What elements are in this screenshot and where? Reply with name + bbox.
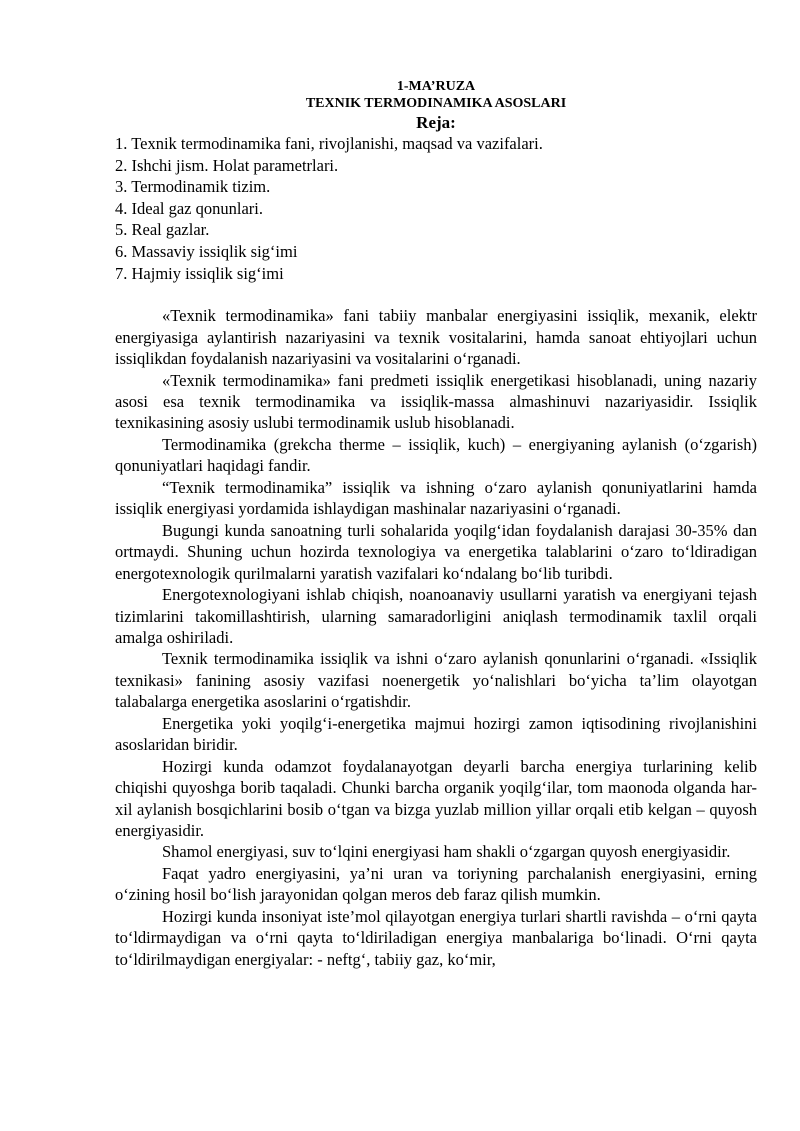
plan-item: 4. Ideal gaz qonunlari. — [115, 198, 263, 218]
paragraph: Hozirgi kunda odamzot foydalanayotgan deyarli barcha energiya turlarining kelib chiqishi quyoshga borib taqaladi. Chunki barcha organik yoqilg‘ilar, tom maonoda olganda har-xil aylanish bosqichlarini bosib o‘tgan va bizga yuzlab million yillar orqali etib kelgan – quyosh energiyasidir. — [115, 756, 757, 841]
paragraph: Faqat yadro energiyasini, ya’ni uran va toriyning parchalanish energiyasini, erning o‘zining hosil bo‘lish jarayonidan qolgan meros deb faraz qilish mumkin. — [115, 863, 757, 905]
paragraph: «Texnik termodinamika» fani tabiiy manbalar energiyasini issiqlik, mexanik, elektr energiyasiga aylantirish nazariyasini va texnik vositalarini, hamda sanoat ehtiyojlari uchun issiqlikdan foydalanish nazariyasini va vositalarini o‘rganadi. — [115, 306, 757, 369]
plan-item: 1. Texnik termodinamika fani, rivojlanishi, maqsad va vazifalari. — [115, 134, 543, 153]
plan-item: 7. Hajmiy issiqlik sig‘imi — [115, 263, 284, 283]
paragraph: «Texnik termodinamika» fani predmeti issiqlik energetikasi hisoblanadi, uning nazariy asosi esa texnik termodinamika va issiqlik-massa almashinuvi nazariyasidir. Issiqlik texnikasining asosiy uslubi termodinamik uslub hisoblanadi. — [115, 370, 757, 433]
plan-item: 5. Real gazlar. — [115, 220, 210, 240]
plan-heading: Reja: — [416, 113, 456, 132]
paragraph: Termodinamika (grekcha therme – issiqlik, kuch) – energiyaning aylanish (o‘zgarish) qonuniyatlari haqidagi fandir. — [115, 434, 757, 476]
paragraph: Hozirgi kunda insoniyat iste’mol qilayotgan energiya turlari shartli ravishda – o‘rni qayta to‘ldirmaydigan va o‘rni qayta to‘ldiriladigan energiya manbalariga bo‘linadi. O‘rni qayta to‘ldirilmaydigan energiyalar: - neftg‘, tabiiy gaz, ko‘mir, — [115, 906, 757, 969]
body-text — [115, 305, 757, 970]
paragraph: Energotexnologiyani ishlab chiqish, noanoanaviy usullarni yaratish va energiyani tejash tizimlarini takomillashtirish, ularning samaradorligini aniqlash termodinamik taxlil orqali amalga oshiriladi. — [115, 585, 757, 647]
plan-list — [115, 133, 757, 284]
document-page — [115, 72, 757, 970]
plan-item: 3. Termodinamik tizim. — [115, 177, 271, 197]
plan-item: 2. Ishchi jism. Holat parametrlari. — [115, 155, 339, 175]
lecture-title: TEXNIK TERMODINAMIKA ASOSLARI — [305, 96, 567, 111]
paragraph: Energetika yoki yoqilg‘i-energetika majmui hozirgi zamon iqtisodining rivojlanishini asoslaridan biridir. — [115, 713, 757, 755]
paragraph: Shamol energiyasi, suv to‘lqini energiyasi ham shakli o‘zgargan quyosh energiyasidir. — [162, 842, 731, 862]
paragraph: Texnik termodinamika issiqlik va ishni o‘zaro aylanish qonunlarini o‘rganadi. «Issiqlik texnikasi» fanining asosiy vazifasi noenergetik yo‘nalishlari bo‘yicha ta’lim olayotgan talabalarga energetika asoslarini o‘rgatishdir. — [115, 649, 757, 712]
paragraph: Bugungi kunda sanoatning turli sohalarida yoqilg‘idan foydalanish darajasi 30-35% dan ortmaydi. Shuning uchun hozirda texnologiya va energetika talablarini o‘zaro to‘ldiradigan energotexnologik qurilmalarni yaratish vazifalari ko‘ndalang bo‘lib turibdi. — [115, 520, 757, 583]
plan-item: 6. Massaviy issiqlik sig‘imi — [115, 241, 298, 261]
lecture-number: 1-MA’RUZA — [396, 79, 476, 94]
paragraph: “Texnik termodinamika” issiqlik va ishning o‘zaro aylanish qonuniyatlarini hamda issiqlik energiyasi yordamida ishlaydigan mashinalar nazariyasini o‘rganadi. — [115, 477, 757, 519]
